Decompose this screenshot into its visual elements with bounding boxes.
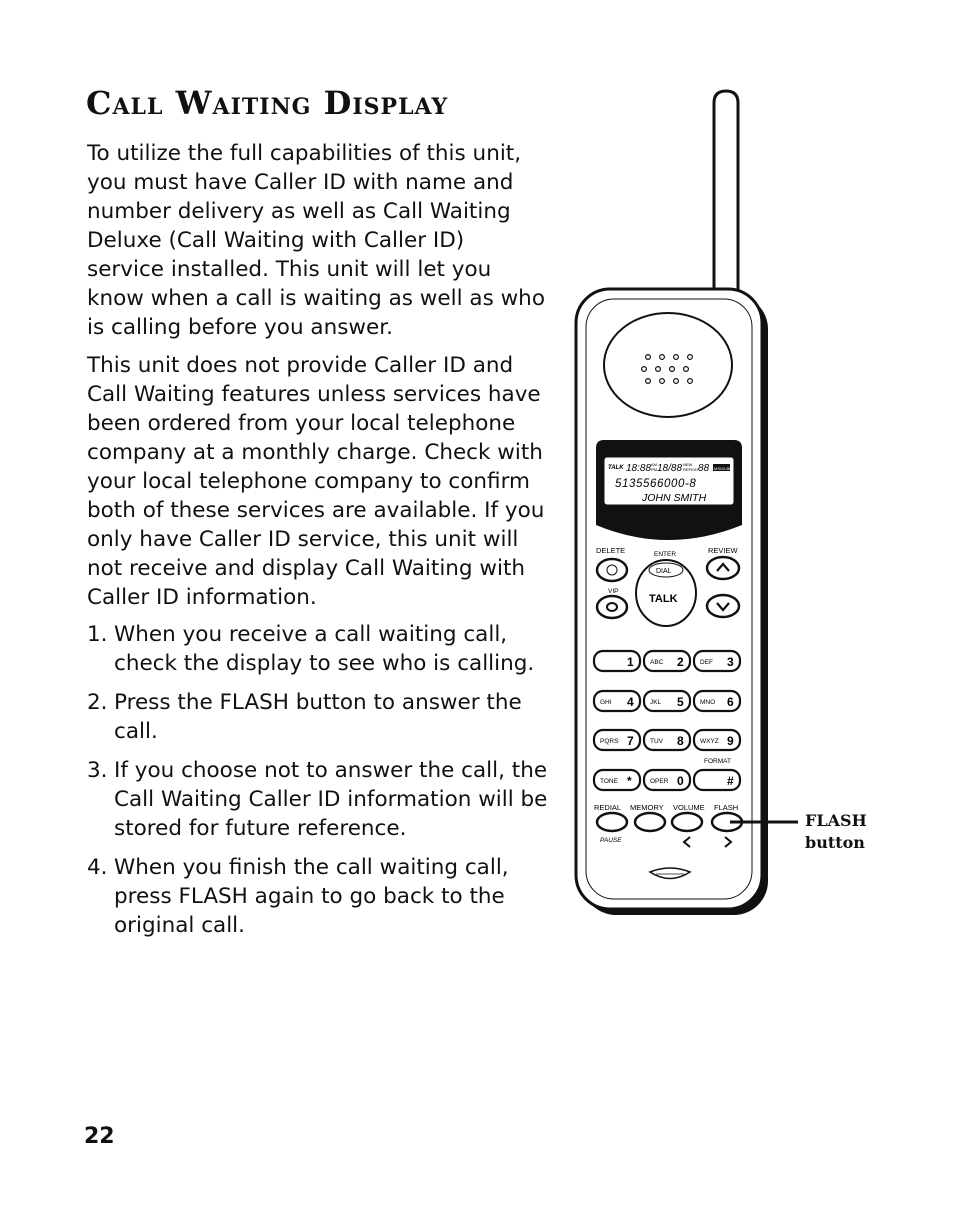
lcd-am: AM (651, 462, 657, 467)
svg-text:7: 7 (627, 734, 634, 748)
lcd-count: 88 (698, 463, 710, 474)
svg-text:3: 3 (727, 655, 734, 669)
vip-label: VIP (608, 588, 619, 595)
memory-button[interactable] (635, 813, 665, 831)
lcd-caller-name: JOHN SMITH (642, 492, 707, 504)
svg-text:OPER: OPER (650, 778, 669, 785)
memory-label: MEMORY (630, 803, 664, 812)
svg-text:*: * (627, 774, 632, 788)
lcd-repeat-label: REPEAT (683, 467, 699, 472)
keypad-key-6[interactable] (694, 691, 740, 711)
list-item: 1. When you receive a call waiting call, check the display to see who is calling. (87, 622, 535, 676)
list-item: 3. If you choose not to answer the call, the Call Waiting Caller ID information will be stored for future reference. (87, 758, 548, 841)
keypad-key-3[interactable] (694, 651, 740, 671)
volume-label: VOLUME (673, 803, 705, 812)
svg-text:5: 5 (677, 695, 684, 709)
intro-paragraph: To utilize the full capabilities of this unit, you must have Caller ID with name and number delivery as well as Call Waiting Deluxe (Call Waiting with Caller ID) service installed. This unit will let you know when a call is waiting as well as who is calling before you answer. (87, 141, 545, 340)
format-label: FORMAT (704, 758, 731, 765)
svg-text:4: 4 (627, 695, 634, 709)
svg-text:ABC: ABC (650, 659, 664, 666)
lcd-message-label: MSG/LBR (714, 466, 733, 471)
page-number: 22 (84, 1124, 115, 1149)
lcd-new-label: NEW (683, 462, 693, 467)
keypad-key-9[interactable] (694, 730, 740, 750)
svg-text:WXYZ: WXYZ (700, 738, 719, 745)
svg-text:#: # (727, 774, 734, 788)
svg-text:TONE: TONE (600, 778, 618, 785)
keypad-key-hash[interactable] (694, 770, 740, 790)
list-item: 4. When you finish the call waiting call, press FLASH again to go back to the original call. (87, 855, 509, 938)
lcd-caller-number: 5135566000-8 (615, 478, 697, 490)
svg-text:TALK: TALK (649, 593, 678, 605)
svg-text:MNO: MNO (700, 699, 716, 706)
enter-label: ENTER (654, 551, 677, 558)
keypad-key-7[interactable] (594, 730, 640, 750)
svg-text:TUV: TUV (650, 738, 663, 745)
svg-text:JKL: JKL (650, 699, 662, 706)
lcd-time: 18:88 (626, 463, 652, 474)
keypad-key-1[interactable] (594, 651, 640, 671)
keypad-key-star[interactable] (594, 770, 640, 790)
redial-label: REDIAL (594, 803, 622, 812)
svg-text:1: 1 (627, 655, 634, 669)
lcd-talk-indicator: TALK (608, 465, 624, 471)
review-up-button[interactable] (707, 557, 739, 579)
svg-text:0: 0 (677, 774, 684, 788)
flash-callout: FLASH button (805, 811, 867, 852)
lcd-pm: PM (651, 467, 657, 472)
services-paragraph: This unit does not provide Caller ID and Call Waiting features unless services have been ordered from your local telephone company at a monthly charge. Check with your local telephone company to confirm both of these services are available. If you only have Caller ID service, this unit will not receive and display Call Waiting with Caller ID information. (87, 353, 545, 610)
vip-button[interactable] (597, 596, 627, 618)
svg-text:9: 9 (727, 734, 734, 748)
delete-button[interactable] (597, 559, 627, 581)
page-title: Call Waiting Display (86, 84, 449, 122)
steps-list (87, 620, 557, 950)
svg-text:PQRS: PQRS (600, 738, 619, 745)
svg-text:6: 6 (727, 695, 734, 709)
review-label: REVIEW (708, 546, 738, 555)
keypad-key-8[interactable] (644, 730, 690, 750)
svg-text:8: 8 (677, 734, 684, 748)
svg-text:DIAL: DIAL (656, 568, 672, 575)
redial-button[interactable] (597, 813, 627, 831)
review-down-button[interactable] (707, 595, 739, 617)
talk-button[interactable] (636, 560, 696, 626)
flash-label: FLASH (714, 803, 739, 812)
pause-label: PAUSE (600, 837, 622, 844)
phone-handset-illustration (560, 85, 800, 925)
svg-text:2: 2 (677, 655, 684, 669)
keypad-key-5[interactable] (644, 691, 690, 711)
delete-label: DELETE (596, 546, 626, 555)
list-item: 2. Press the FLASH button to answer the call. (87, 690, 522, 744)
svg-text:DEF: DEF (700, 659, 713, 666)
keypad-key-2[interactable] (644, 651, 690, 671)
lcd-date: 18/88 (657, 463, 683, 474)
keypad-key-4[interactable] (594, 691, 640, 711)
svg-text:GHI: GHI (600, 699, 612, 706)
keypad-key-0[interactable] (644, 770, 690, 790)
